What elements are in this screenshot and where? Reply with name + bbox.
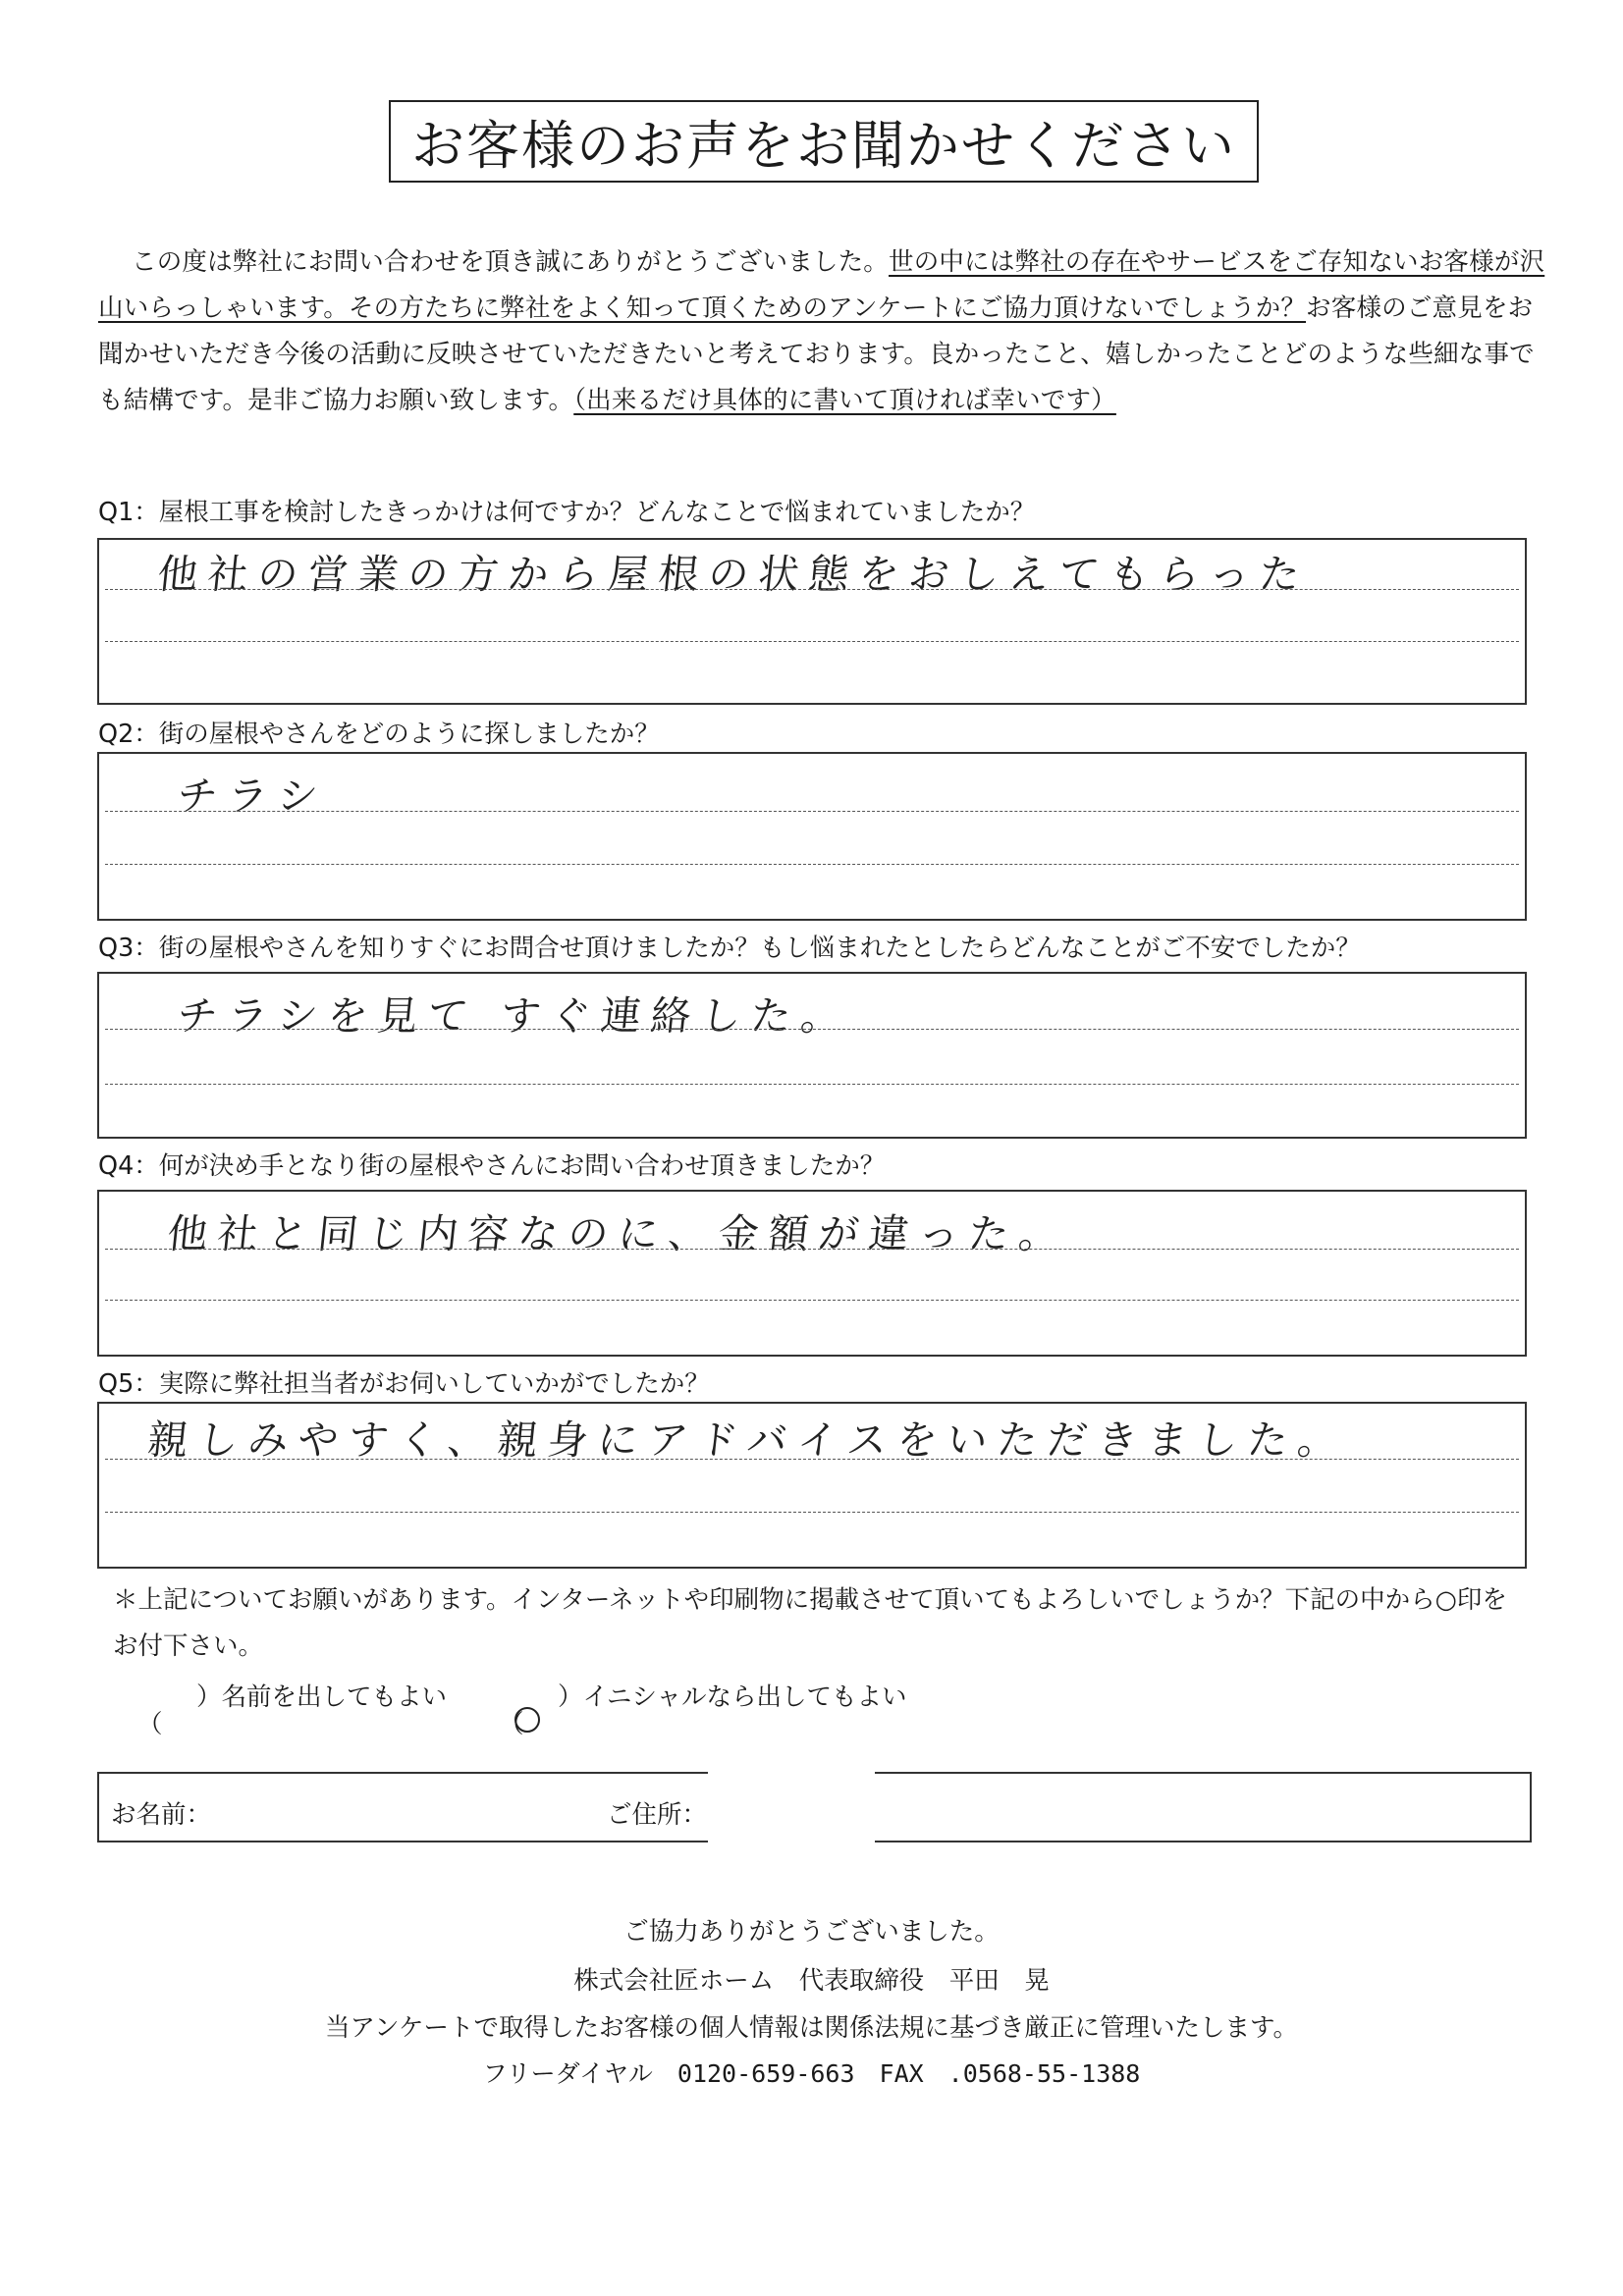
answer-line <box>105 1249 1519 1250</box>
q4-answer: 他社と同じ内容なのに、金額が違った。 <box>165 1210 1072 1257</box>
answer-line <box>105 864 1519 865</box>
answer-line <box>105 1300 1519 1301</box>
consent-option-name[interactable]: （ ）名前を出してもよい <box>137 1682 448 1739</box>
q1-answer: 他社の営業の方から屋根の状態をおしえてもらった <box>155 551 1313 598</box>
q3-answer: チラシを見て すぐ連絡した。 <box>175 992 854 1040</box>
q5-label: Q5：実際に弊社担当者がお伺いしていかがでしたか？ <box>98 1369 710 1399</box>
notice-line2: お付下さい。 <box>113 1631 264 1661</box>
answer-line <box>105 641 1519 642</box>
address-label: ご住所： <box>607 1800 708 1830</box>
answer-line <box>105 811 1519 812</box>
q2-answer: チラシ <box>175 773 331 820</box>
answer-line <box>105 1084 1519 1085</box>
answer-line <box>105 589 1519 590</box>
circle-mark-icon <box>514 1707 540 1733</box>
q5-answer-box[interactable] <box>97 1402 1527 1569</box>
consent-option-initials-label: ）イニシャルなら出してもよい <box>558 1682 907 1712</box>
publication-notice <box>113 1577 1527 1670</box>
q1-label: Q1：屋根工事を検討したきっかけは何ですか？どんなことで悩まれていましたか？ <box>98 498 1036 527</box>
consent-option-name-label: ）名前を出してもよい <box>196 1682 448 1712</box>
footer-company: 株式会社匠ホーム 代表取締役 平田 晃 <box>573 1966 1050 1996</box>
intro-paragraph <box>98 240 1551 424</box>
answer-line <box>105 1512 1519 1513</box>
intro-part3: お客様のご意見をお聞かせいただき今後の活動に反映させていただきたいと考えております。良かったこと、嬉しかったことどのような些細な事でも結構です。是非ご協力お願い致します。 <box>98 294 1535 415</box>
q3-label: Q3：街の屋根やさんを知りすぐにお問合せ頂けましたか？もし悩まれたとしたらどんなことがご不安でしたか？ <box>98 934 1361 963</box>
name-label: お名前： <box>111 1800 212 1830</box>
footer-thanks: ご協力ありがとうございました。 <box>623 1917 1000 1947</box>
q2-label: Q2：街の屋根やさんをどのように探しましたか？ <box>98 720 660 749</box>
footer-phone: フリーダイヤル 0120-659-663 FAX .0568-55-1388 <box>482 2059 1141 2088</box>
q2-answer-box[interactable] <box>97 752 1527 921</box>
q4-answer-box[interactable] <box>97 1190 1527 1357</box>
answer-line <box>105 1029 1519 1030</box>
intro-part2: 世の中には弊社の存在やサービスをご存知ないお客様が沢山いらっしゃいます。その方たちに弊社をよく知って頂くためのアンケートにご協力頂けないでしょうか？ <box>98 247 1545 323</box>
q3-answer-box[interactable] <box>97 972 1527 1139</box>
address-redaction <box>708 1764 875 1852</box>
consent-option-initials[interactable]: （ ）イニシャルなら出してもよい <box>499 1682 907 1739</box>
customer-info-box <box>97 1772 1532 1842</box>
footer-privacy: 当アンケートで取得したお客様の個人情報は関係法規に基づき厳正に管理いたします。 <box>325 2013 1298 2043</box>
q4-label: Q4：何が決め手となり街の屋根やさんにお問い合わせ頂きましたか？ <box>98 1151 886 1181</box>
intro-part1: この度は弊社にお問い合わせを頂き誠にありがとうございました。 <box>132 247 890 277</box>
answer-line <box>105 1459 1519 1460</box>
q1-answer-box[interactable] <box>97 538 1527 705</box>
intro-part4: （出来るだけ具体的に書いて頂ければ幸いです） <box>573 386 1116 415</box>
survey-title: お客様のお声をお聞かせください <box>389 100 1259 183</box>
notice-line1: ＊上記についてお願いがあります。インターネットや印刷物に掲載させて頂いてもよろしいでしょうか？下記の中から○印を <box>113 1585 1507 1615</box>
q5-answer: 親しみやすく、親身にアドバイスをいただきました。 <box>145 1416 1351 1464</box>
